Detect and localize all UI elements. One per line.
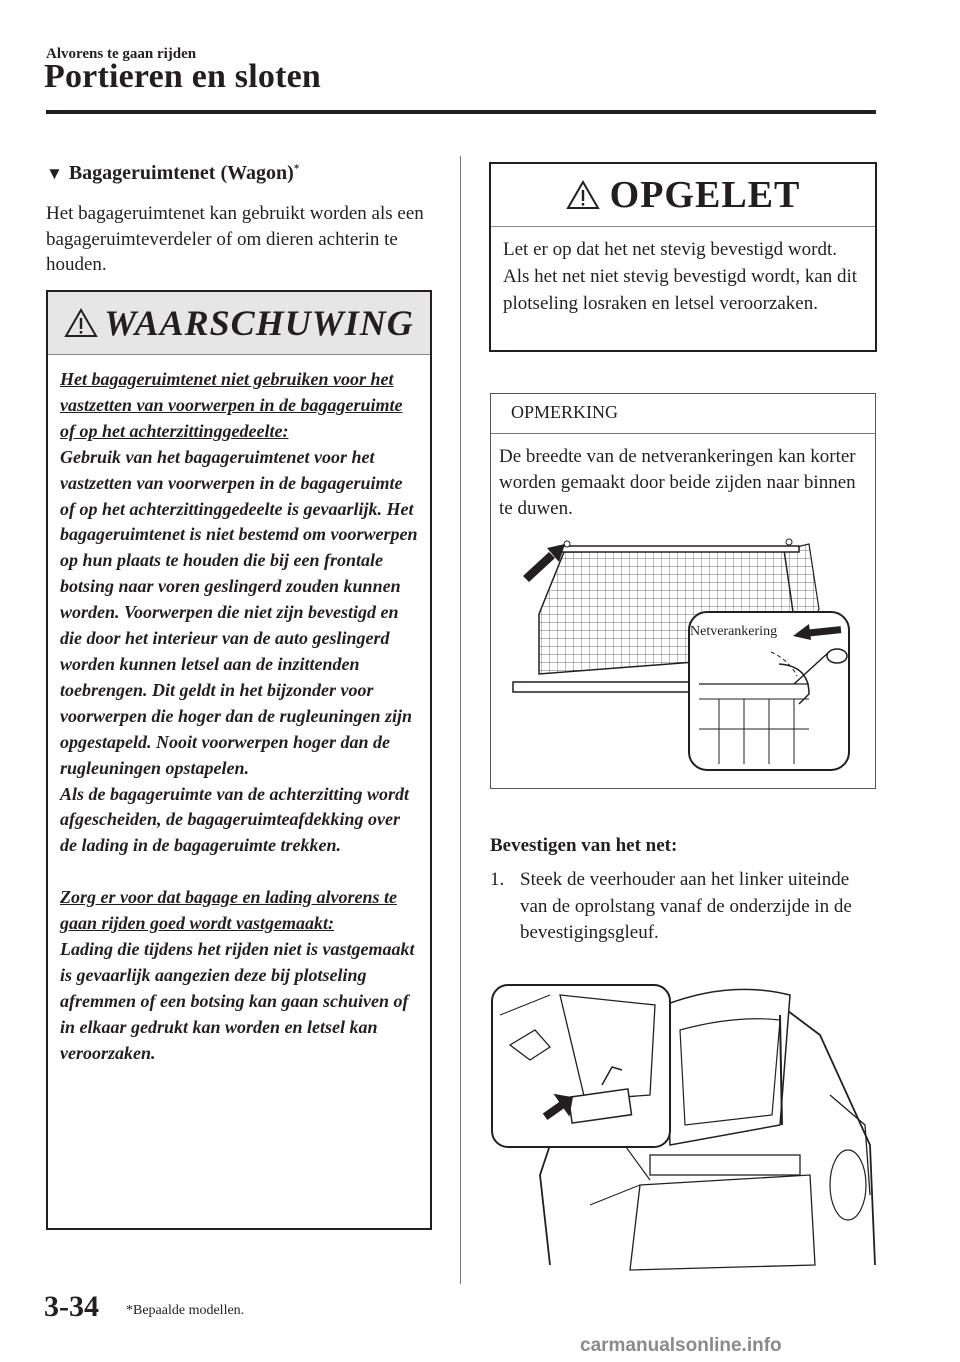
note-text: De breedte van de netverankeringen kan korter worden gemaakt door beide zijden naar binnen te duwen. (499, 446, 856, 519)
warning-text-2: Lading die tijdens het rijden niet is vastgemaakt is gevaarlijk aangezien deze bij plotseling afremmen of een botsing kan gaan schuiven of in elkaar gedrukt kan worden en letsel kan veroorzaken. (60, 939, 415, 1063)
net-anchor-illustration (509, 534, 859, 774)
warning-box (46, 290, 432, 1230)
warning-text-1b: Als de bagageruimte van de achterzitting wordt afgescheiden, de bagageruimteafdekking over de lading in de bagageruimte trekken. (60, 783, 410, 856)
step-1-text: Steek de veerhouder aan het linker uiteinde van de oprolstang vanaf de onderzijde in de bevestigingsgleuf. (520, 869, 852, 943)
column-divider (460, 156, 461, 1284)
warning-text-1: Gebruik van het bagageruimtenet voor het vastzetten van voorwerpen in de bagageruimte of op het achterzittinggedeelte is gevaarlijk. Het bagageruimtenet is niet bestemd om voorwerpen op hun plaats te houden die bij een frontale botsing naar voren geslingerd zouden kunnen worden. Voorwerpen die niet zijn bevestigd en die door het interieur van de auto geslingerd worden kunnen letsel aan de inzittenden toebrengen. Dit geldt in het bijzonder voor voorwerpen die hoger dan de rugleuningen zijn opgestapeld. Nooit voorwerpen hoger dan de rugleuningen opstapelen. (60, 446, 418, 778)
figure-label-netverankering: Netverankering (690, 624, 778, 639)
section-heading (46, 162, 299, 185)
warning-subheading-1: Het bagageruimtenet niet gebruiken voor het vastzetten van voorwerpen in de bagageruimte of op het achterzittinggedeelte: (60, 369, 403, 441)
caution-box (489, 162, 877, 352)
watermark: carmanualsonline.info (580, 1335, 782, 1356)
intro-paragraph: Het bagageruimtenet kan gebruikt worden als een bagageruimteverdeler of om dieren achterin te houden. (46, 203, 424, 275)
steps-heading: Bevestigen van het net: (490, 835, 678, 856)
chapter-label: Alvorens te gaan rijden (46, 46, 197, 62)
step-1-number: 1. (490, 869, 505, 890)
triangle-marker-icon: ▼ (46, 164, 63, 183)
warning-header (48, 292, 430, 355)
caution-title: OPGELET (609, 174, 801, 216)
warning-title: WAARSCHUWING (104, 303, 414, 343)
caution-triangle-icon (566, 180, 600, 210)
warning-body (48, 355, 430, 1067)
section-heading-text: Bagageruimtenet (Wagon) (68, 162, 294, 184)
car-rear-illustration (490, 975, 880, 1275)
page-title: Portieren en sloten (44, 58, 321, 95)
footnote-marker: * (293, 162, 300, 175)
step-1 (490, 867, 870, 947)
warning-triangle-icon (64, 308, 98, 338)
warning-subheading-2: Zorg er voor dat bagage en lading alvorens te gaan rijden goed wordt vastgemaakt: (60, 887, 397, 934)
page-number: 3-34 (44, 1290, 99, 1323)
header-rule (46, 110, 876, 114)
footnote: *Bepaalde modellen. (126, 1303, 245, 1318)
note-box (490, 393, 876, 789)
note-header: OPMERKING (491, 394, 875, 434)
caution-header (491, 164, 875, 227)
caution-text: Let er op dat het net stevig bevestigd wordt. Als het net niet stevig bevestigd wordt, kan dit plotseling losraken en letsel veroorzaken. (503, 239, 858, 314)
